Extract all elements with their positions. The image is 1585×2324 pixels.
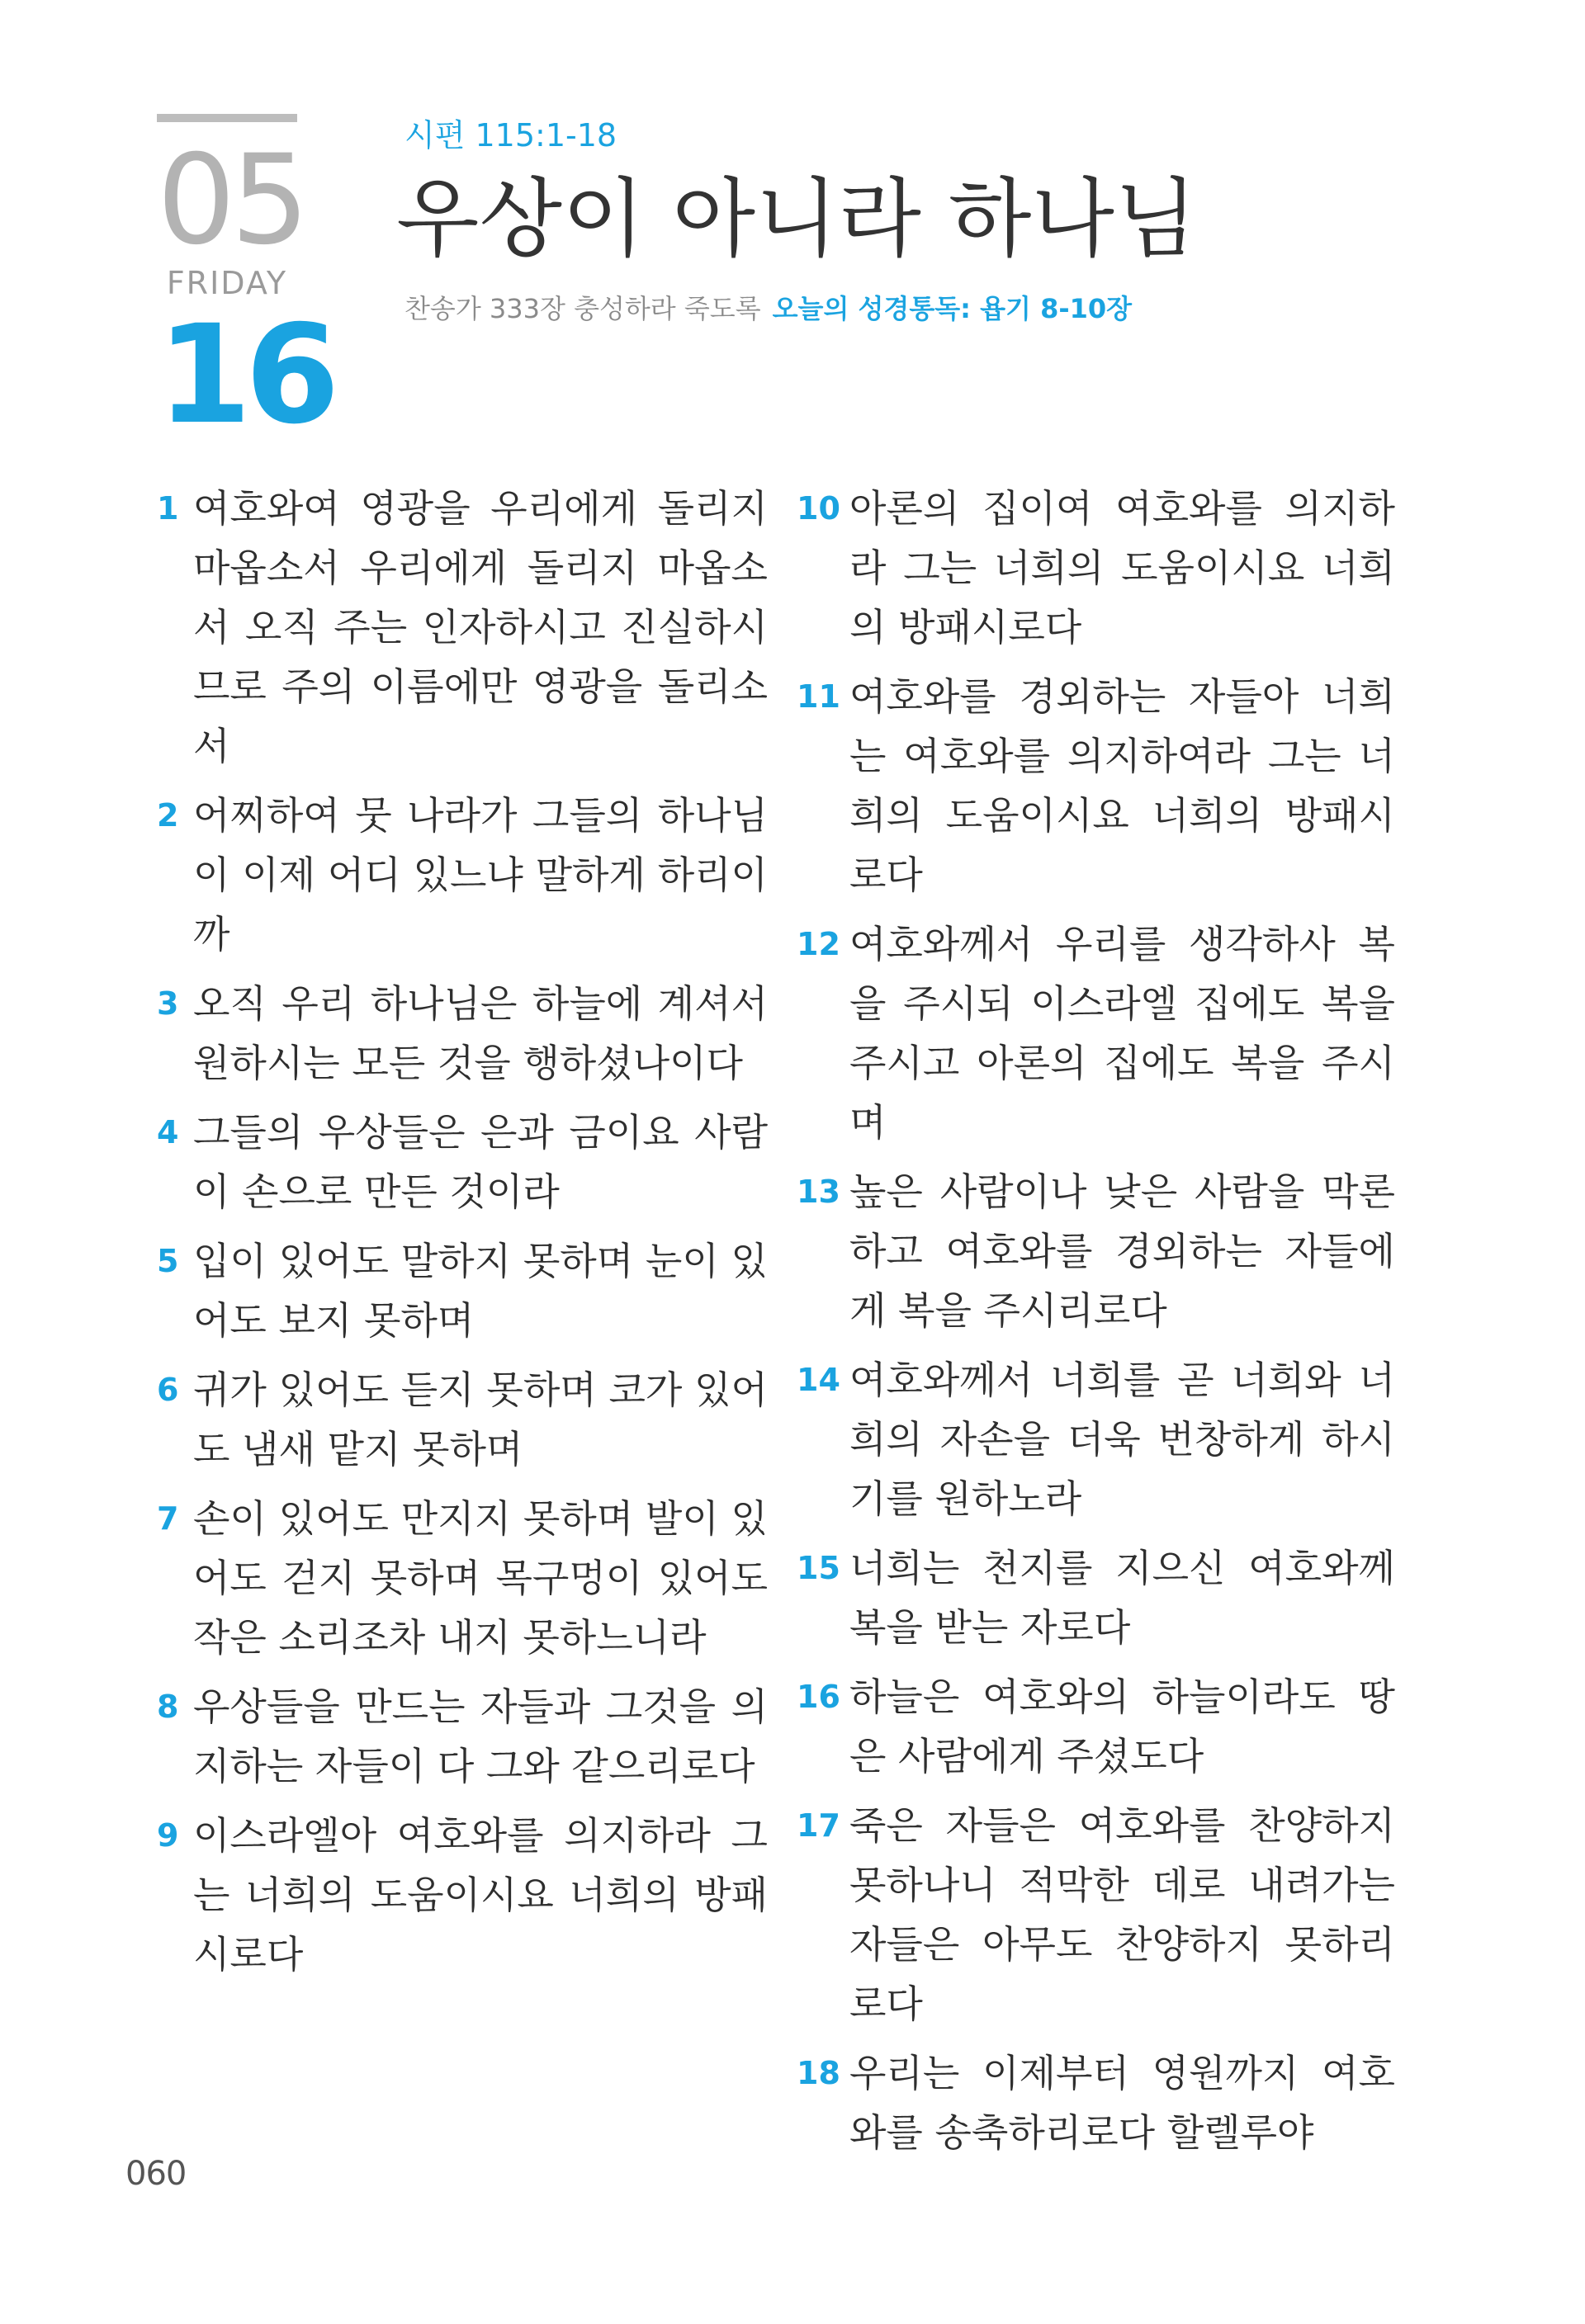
verse-text: 여호와께서 우리를 생각하사 복을 주시되 이스라엘 집에도 복을 주시고 아론의 집에도 복을 주시며 <box>849 922 1395 1145</box>
verse-text: 이스라엘아 여호와를 의지하라 그는 너희의 도움이시요 너희의 방패시로다 <box>193 1813 768 1977</box>
page-title: 우상이 아니라 하나님 <box>396 168 1198 269</box>
verse-text: 어찌하여 뭇 나라가 그들의 하나님이 이제 어디 있느냐 말하게 하리이까 <box>193 793 768 957</box>
verse-text: 우리는 이제부터 영원까지 여호와를 송축하리로다 할렐루야 <box>849 2051 1395 2155</box>
verse-item <box>157 1806 768 1984</box>
verse-number: 7 <box>157 1500 179 1537</box>
verse-item <box>797 1162 1395 1340</box>
verse-text: 여호와를 경외하는 자들아 너희는 여호와를 의지하여라 그는 너희의 도움이시요 너희의 방패시로다 <box>849 674 1395 897</box>
verse-number: 2 <box>157 797 179 834</box>
verse-number: 15 <box>797 1550 840 1586</box>
date-weekday: FRIDAY <box>166 265 288 301</box>
verse-item <box>157 1231 768 1350</box>
hymn-text: 찬송가 333장 충성하라 죽도록 <box>405 293 761 324</box>
verse-item <box>157 786 768 964</box>
date-month: 05 <box>157 129 305 272</box>
verse-number: 8 <box>157 1689 179 1725</box>
verse-text: 우상들을 만드는 자들과 그것을 의지하는 자들이 다 그와 같으리로다 <box>193 1684 768 1788</box>
verse-text: 그들의 우상들은 은과 금이요 사람이 손으로 만든 것이라 <box>193 1110 768 1214</box>
verse-item <box>157 479 768 776</box>
verse-text: 너희는 천지를 지으신 여호와께 복을 받는 자로다 <box>849 1546 1395 1650</box>
verse-text: 여호와여 영광을 우리에게 돌리지 마옵소서 우리에게 돌리지 마옵소서 오직 주는 인자하시고 진실하시므로 주의 이름에만 영광을 돌리소서 <box>193 486 768 768</box>
verse-number: 3 <box>157 985 179 1022</box>
verse-number: 5 <box>157 1243 179 1279</box>
verse-column-right <box>797 479 1395 2172</box>
verse-item <box>157 1360 768 1479</box>
verse-item <box>797 479 1395 657</box>
verse-text: 죽은 자들은 여호와를 찬양하지 못하나니 적막한 데로 내려가는 자들은 아무도 찬양하지 못하리로다 <box>849 1803 1395 2026</box>
verse-item <box>797 1667 1395 1786</box>
verse-item <box>797 914 1395 1152</box>
verse-text: 손이 있어도 만지지 못하며 발이 있어도 걷지 못하며 목구멍이 있어도 작은 소리조차 내지 못하느니라 <box>193 1496 768 1660</box>
verse-number: 6 <box>157 1372 179 1408</box>
verse-text: 귀가 있어도 듣지 못하며 코가 있어도 냄새 맡지 못하며 <box>193 1367 768 1471</box>
verse-number: 18 <box>797 2055 840 2091</box>
verse-text: 입이 있어도 말하지 못하며 눈이 있어도 보지 못하며 <box>193 1239 768 1343</box>
verse-number: 17 <box>797 1807 840 1844</box>
verse-item <box>157 1489 768 1667</box>
verse-number: 10 <box>797 490 840 527</box>
verse-number: 14 <box>797 1362 840 1398</box>
verse-text: 아론의 집이여 여호와를 의지하라 그는 너희의 도움이시요 너희의 방패시로다 <box>849 486 1395 649</box>
page-number: 060 <box>125 2155 187 2193</box>
verse-item <box>797 1796 1395 2034</box>
verse-item <box>797 667 1395 905</box>
verse-number: 1 <box>157 490 179 527</box>
verse-item <box>157 974 768 1093</box>
verse-text: 오직 우리 하나님은 하늘에 계셔서 원하시는 모든 것을 행하셨나이다 <box>193 981 768 1085</box>
verse-number: 11 <box>797 678 840 715</box>
verse-text: 높은 사람이나 낮은 사람을 막론하고 여호와를 경외하는 자들에게 복을 주시리로다 <box>849 1169 1395 1333</box>
daily-reading: 오늘의 성경통독: 욥기 8-10장 <box>772 293 1133 324</box>
date-divider-bar <box>157 114 297 122</box>
verse-number: 4 <box>157 1114 179 1150</box>
verse-item <box>157 1677 768 1796</box>
verse-text: 하늘은 여호와의 하늘이라도 땅은 사람에게 주셨도다 <box>849 1675 1395 1778</box>
verse-item <box>797 2043 1395 2162</box>
verse-number: 16 <box>797 1679 840 1715</box>
scripture-reference: 시편 115:1-18 <box>405 117 617 154</box>
verse-column-left <box>157 479 768 1994</box>
hymn-and-reading-line <box>405 290 1132 327</box>
verse-text: 여호와께서 너희를 곧 너희와 너희의 자손을 더욱 번창하게 하시기를 원하노라 <box>849 1358 1395 1521</box>
verse-item <box>797 1538 1395 1657</box>
verse-number: 9 <box>157 1817 179 1854</box>
verse-number: 13 <box>797 1174 840 1210</box>
verse-number: 12 <box>797 926 840 962</box>
date-day: 16 <box>157 295 334 454</box>
verse-item <box>797 1350 1395 1528</box>
verse-item <box>157 1103 768 1221</box>
